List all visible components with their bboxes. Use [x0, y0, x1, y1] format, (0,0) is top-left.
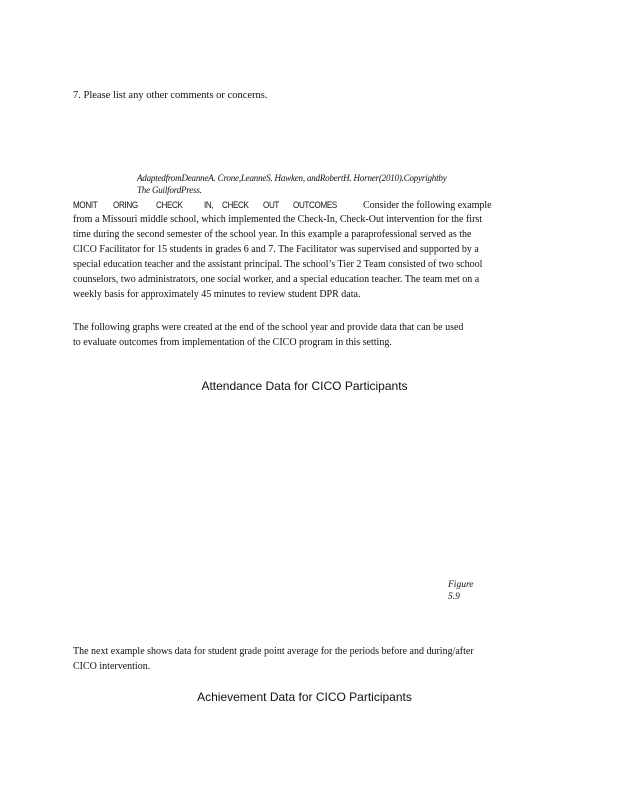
attribution-line-1: AdaptedfromDeanneA. Crone,LeanneS. Hawken, andRobertH. Horner(2010).Copyrightby — [137, 173, 447, 183]
heading-word: IN, — [204, 200, 214, 211]
heading-word: ORING — [113, 200, 138, 211]
attendance-chart-title: Attendance Data for CICO Participants — [201, 379, 408, 393]
figure-label — [448, 579, 474, 603]
figure-label-line-1: Figure — [448, 580, 474, 590]
question-7: 7. Please list any other comments or concerns. — [73, 90, 268, 101]
intro-paragraph — [73, 212, 529, 302]
heading-word: CHECK — [222, 200, 249, 211]
attribution-line-2: The GuilfordPress. — [137, 185, 202, 195]
paragraph-line: time during the second semester of the school year. In this example a paraprofessional served as the — [73, 229, 472, 240]
attendance-chart-area — [73, 398, 529, 574]
paragraph-line: CICO intervention. — [73, 661, 151, 672]
paragraph-line: special education teacher and the assistant principal. The school’s Tier 2 Team consisted of two school — [73, 259, 483, 270]
heading-word: OUTCOMES — [293, 200, 337, 211]
paragraph-line: weekly basis for approximately 45 minutes to review student DPR data. — [73, 289, 361, 300]
paragraph-line: The next example shows data for student grade point average for the periods before and during/after — [73, 646, 474, 657]
paragraph-line: The following graphs were created at the end of the school year and provide data that can be used — [73, 322, 464, 333]
figure-label-line-2: 5.9 — [448, 592, 460, 602]
heading-word: OUT — [263, 200, 280, 211]
achievement-chart-title: Achievement Data for CICO Participants — [197, 690, 412, 704]
graphs-intro-paragraph — [73, 320, 529, 350]
paragraph-line: counselors, two administrators, one social worker, and a special education teacher. The team met on a — [73, 274, 480, 285]
paragraph-line: to evaluate outcomes from implementation of the CICO program in this setting. — [73, 337, 392, 348]
paragraph-line: CICO Facilitator for 15 students in grades 6 and 7. The Facilitator was supervised and supported by a — [73, 244, 479, 255]
next-example-paragraph — [73, 644, 529, 674]
heading-tail: Consider the following example — [363, 200, 492, 211]
heading-word: MONIT — [73, 200, 98, 211]
attribution — [137, 172, 517, 196]
heading-word: CHECK — [156, 200, 183, 211]
paragraph-line: from a Missouri middle school, which implemented the Check-In, Check-Out intervention for the first — [73, 214, 483, 225]
section-heading — [73, 199, 521, 213]
